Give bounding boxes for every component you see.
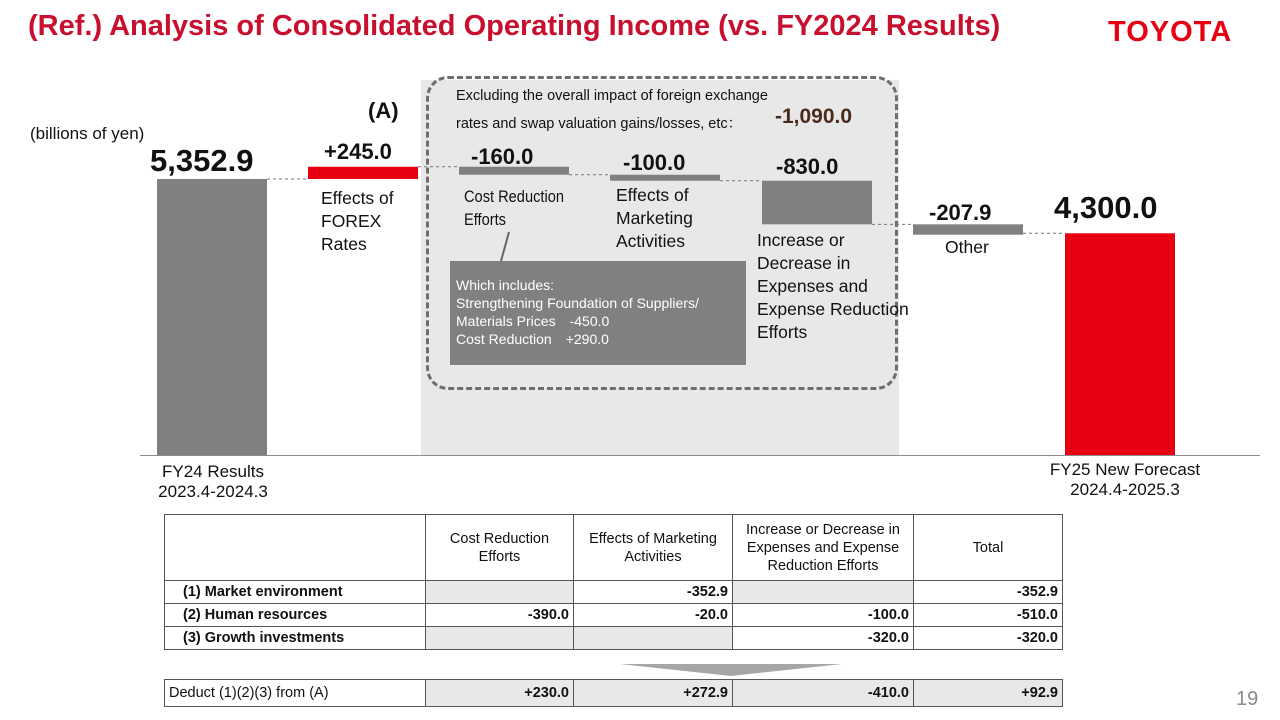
table-header-row xyxy=(165,515,1063,581)
row-label: Deduct (1)(2)(3) from (A) xyxy=(165,680,426,707)
bar-expenses xyxy=(762,181,872,225)
x-label-start: FY24 Results 2023.4-2024.3 xyxy=(158,462,268,501)
table-cell: -410.0 xyxy=(733,680,914,707)
table-cell: -390.0 xyxy=(426,604,574,627)
table-cell: -100.0 xyxy=(733,604,914,627)
table-cell xyxy=(426,627,574,650)
row-label: (1) Market environment xyxy=(165,581,426,604)
table-cell: +272.9 xyxy=(574,680,733,707)
deduct-result-table xyxy=(164,679,1063,707)
value-label-other: -207.9 xyxy=(929,200,992,225)
value-label-expenses: -830.0 xyxy=(776,154,839,179)
category-label-expenses: Increase or Decrease in Expenses and Expense Reduction Efforts xyxy=(757,230,909,342)
category-label-marketing: Effects of Marketing Activities xyxy=(616,185,693,251)
marker-a-label: (A) xyxy=(368,98,399,123)
value-label-end: 4,300.0 xyxy=(1054,190,1158,225)
value-label-start: 5,352.9 xyxy=(150,143,254,178)
table-cell xyxy=(574,627,733,650)
toyota-logo: TOYOTA xyxy=(1108,16,1233,48)
table-cell: +92.9 xyxy=(914,680,1063,707)
row-label: (3) Growth investments xyxy=(165,627,426,650)
x-axis-line xyxy=(140,455,1260,456)
table-header: Increase or Decrease in Expenses and Expense Reduction Efforts xyxy=(733,515,914,581)
units-label: (billions of yen) xyxy=(30,124,145,143)
page-title: (Ref.) Analysis of Consolidated Operating Income (vs. FY2024 Results) xyxy=(28,10,1001,42)
table-cell xyxy=(426,581,574,604)
table-header: Effects of Marketing Activities xyxy=(574,515,733,581)
table-row xyxy=(165,604,1063,627)
value-label-marketing: -100.0 xyxy=(623,150,686,175)
table-row xyxy=(165,680,1063,707)
deduct-arrow-icon xyxy=(620,664,842,676)
bar-forex xyxy=(308,167,418,179)
table-cell: -320.0 xyxy=(733,627,914,650)
table-cell: -320.0 xyxy=(914,627,1063,650)
row-label: (2) Human resources xyxy=(165,604,426,627)
note-line-1: Excluding the overall impact of foreign exchange xyxy=(456,88,768,104)
breakdown-table xyxy=(164,514,1063,650)
table-row xyxy=(165,581,1063,604)
table-row xyxy=(165,627,1063,650)
table-cell xyxy=(733,581,914,604)
table-header: Total xyxy=(914,515,1063,581)
category-label-cost: Cost Reduction Efforts xyxy=(464,187,564,229)
bar-start xyxy=(157,179,267,455)
table-header: Cost Reduction Efforts xyxy=(426,515,574,581)
bar-end xyxy=(1065,233,1175,455)
page-number: 19 xyxy=(1236,688,1259,710)
category-label-forex: Effects of FOREX Rates xyxy=(321,188,394,254)
note-total-value: -1,090.0 xyxy=(775,105,853,128)
callout-pointer-line xyxy=(501,232,509,261)
table-header xyxy=(165,515,426,581)
table-cell: -352.9 xyxy=(574,581,733,604)
x-label-end: FY25 New Forecast 2024.4-2025.3 xyxy=(1049,460,1201,499)
category-label-other: Other xyxy=(945,237,989,257)
value-label-cost: -160.0 xyxy=(471,144,534,169)
table-cell: -510.0 xyxy=(914,604,1063,627)
table-cell: -352.9 xyxy=(914,581,1063,604)
note-line-2: rates and swap valuation gains/losses, etc： xyxy=(456,116,743,132)
table-cell: +230.0 xyxy=(426,680,574,707)
table-cell: -20.0 xyxy=(574,604,733,627)
cost-reduction-callout: Which includes: Strengthening Foundation of Suppliers/ Materials Prices -450.0 Cost Reduction +290.0 xyxy=(450,261,746,365)
value-label-forex: +245.0 xyxy=(324,139,392,164)
